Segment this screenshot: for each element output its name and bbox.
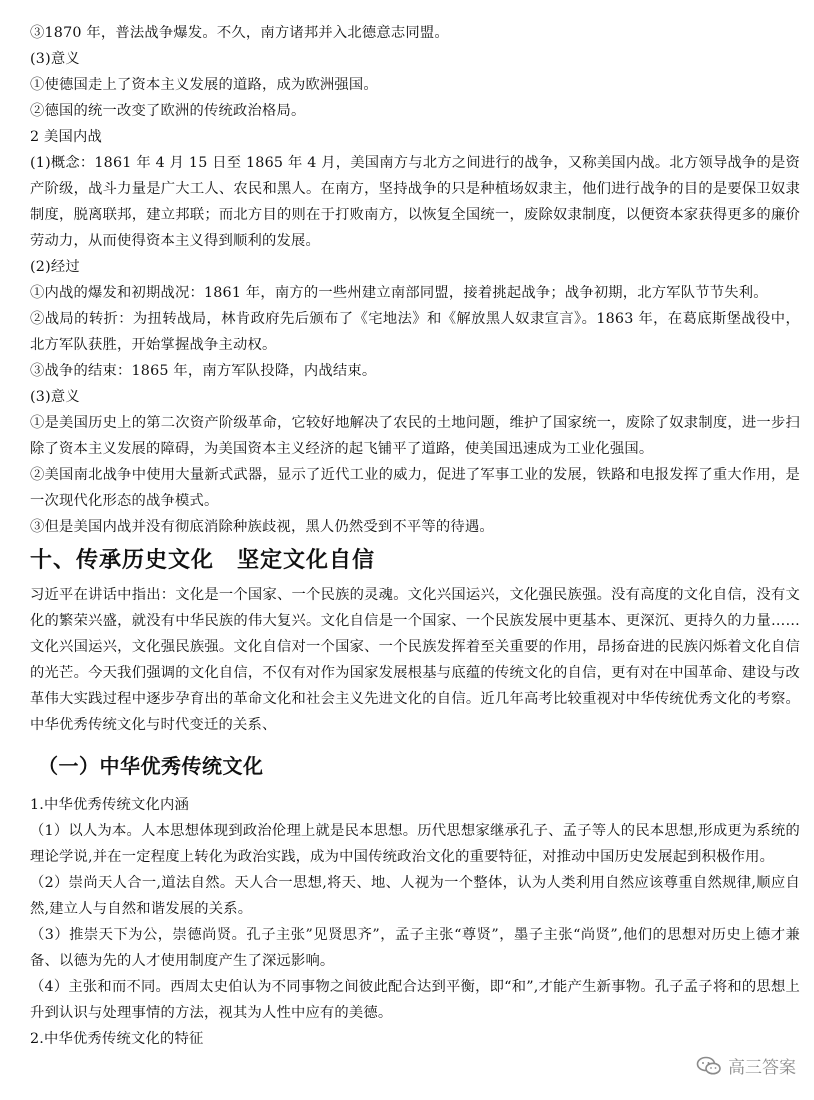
paragraph: ③1870 年，普法战争爆发。不久，南方诸邦并入北德意志同盟。 [30, 25, 449, 41]
paragraph: ②德国的统一改变了欧洲的传统政治格局。 [30, 103, 306, 119]
paragraph: （1）以人为本。人本思想体现到政治伦理上就是民本思想。历代思想家继承孔子、孟子等人的民本思想,形成更为系统的理论学说,并在一定程度上转化为政治实践，成为中国传统政治文化的重要特征，对推动中国历史发展起到积极作用。 [30, 823, 800, 865]
subheading: (2)经过 [30, 259, 80, 275]
subheading: (3)意义 [30, 389, 80, 405]
paragraph: （3）推崇天下为公，崇德尚贤。孔子主张”见贤思齐”，孟子主张“尊贤”，墨子主张“尚贤”,他们的思想对历史上德才兼备、以德为先的人才使用制度产生了深远影响。 [30, 927, 800, 969]
paragraph: （4）主张和而不同。西周太史伯认为不同事物之间彼此配合达到平衡，即“和”,才能产生新事物。孔子孟子将和的思想上升到认识与处理事情的方法，视其为人性中应有的美德。 [30, 979, 800, 1021]
paragraph: ①是美国历史上的第二次资产阶级革命，它较好地解决了农民的土地问题，维护了国家统一，废除了奴隶制度，进一步扫除了资本主义发展的障碍，为美国资本主义经济的起飞铺平了道路，使美国迅速成为工业化强国。 [30, 415, 800, 457]
wechat-icon [696, 1056, 722, 1076]
paragraph: ①使德国走上了资本主义发展的道路，成为欧洲强国。 [30, 77, 378, 93]
watermark [696, 1053, 796, 1078]
paragraph: ①内战的爆发和初期战况：1861 年，南方的一些州建立南部同盟，接着挑起战争；战争初期，北方军队节节失利。 [30, 285, 768, 301]
section-heading: 十、传承历史文化 坚定文化自信 [30, 548, 376, 573]
subheading: 1.中华优秀传统文化内涵 [30, 797, 190, 813]
paragraph: ③但是美国内战并没有彻底消除种族歧视，黑人仍然受到不平等的待遇。 [30, 519, 494, 535]
paragraph: (1)概念：1861 年 4 月 15 日至 1865 年 4 月，美国南方与北方之间进行的战争，又称美国内战。北方领导战争的是资产阶级，战斗力量是广大工人、农民和黑人。在南方，坚持战争的只是种植场奴隶主，他们进行战争的目的是要保卫奴隶制度，脱离联邦，建立邦联；而北方目的则在于打败南方，以恢复全国统一，废除奴隶制度，以便资本家获得更多的廉价劳动力，从而使得资本主义得到顺利的发展。 [30, 155, 800, 249]
paragraph: ③战争的结束：1865 年，南方军队投降，内战结束。 [30, 363, 377, 379]
subsection-heading: （一）中华优秀传统文化 [38, 754, 264, 778]
watermark-text: 高三答案 [728, 1058, 796, 1078]
document-page [30, 20, 800, 1052]
paragraph: ②美国南北战争中使用大量新式武器，显示了近代工业的威力，促进了军事工业的发展，铁路和电报发挥了重大作用，是一次现代化形态的战争模式。 [30, 467, 800, 509]
paragraph: ②战局的转折：为扭转战局，林肯政府先后颁布了《宅地法》和《解放黑人奴隶宣言》。1863 年，在葛底斯堡战役中，北方军队获胜，开始掌握战争主动权。 [30, 311, 800, 353]
subheading: 2.中华优秀传统文化的特征 [30, 1031, 204, 1047]
subheading: (3)意义 [30, 51, 80, 67]
paragraph: 习近平在讲话中指出：文化是一个国家、一个民族的灵魂。文化兴国运兴，文化强民族强。没有高度的文化自信，没有文化的繁荣兴盛，就没有中华民族的伟大复兴。文化自信是一个国家、一个民族发展中更基本、更深沉、更持久的力量……文化兴国运兴，文化强民族强。文化自信对一个国家、一个民族发挥着至关重要的作用，昂扬奋进的民族闪烁着文化自信的光芒。今天我们强调的文化自信，不仅有对作为国家发展根基与底蕴的传统文化的自信，更有对在中国革命、建设与改革伟大实践过程中逐步孕育出的革命文化和社会主义先进文化的自信。近几年高考比较重视对中华传统优秀文化的考察。中华优秀传统文化与时代变迁的关系、 [30, 587, 800, 733]
subheading: 2 美国内战 [30, 129, 103, 145]
paragraph: （2）崇尚天人合一,道法自然。天人合一思想,将天、地、人视为一个整体，认为人类利用自然应该尊重自然规律,顺应自然,建立人与自然和谐发展的关系。 [30, 875, 800, 917]
